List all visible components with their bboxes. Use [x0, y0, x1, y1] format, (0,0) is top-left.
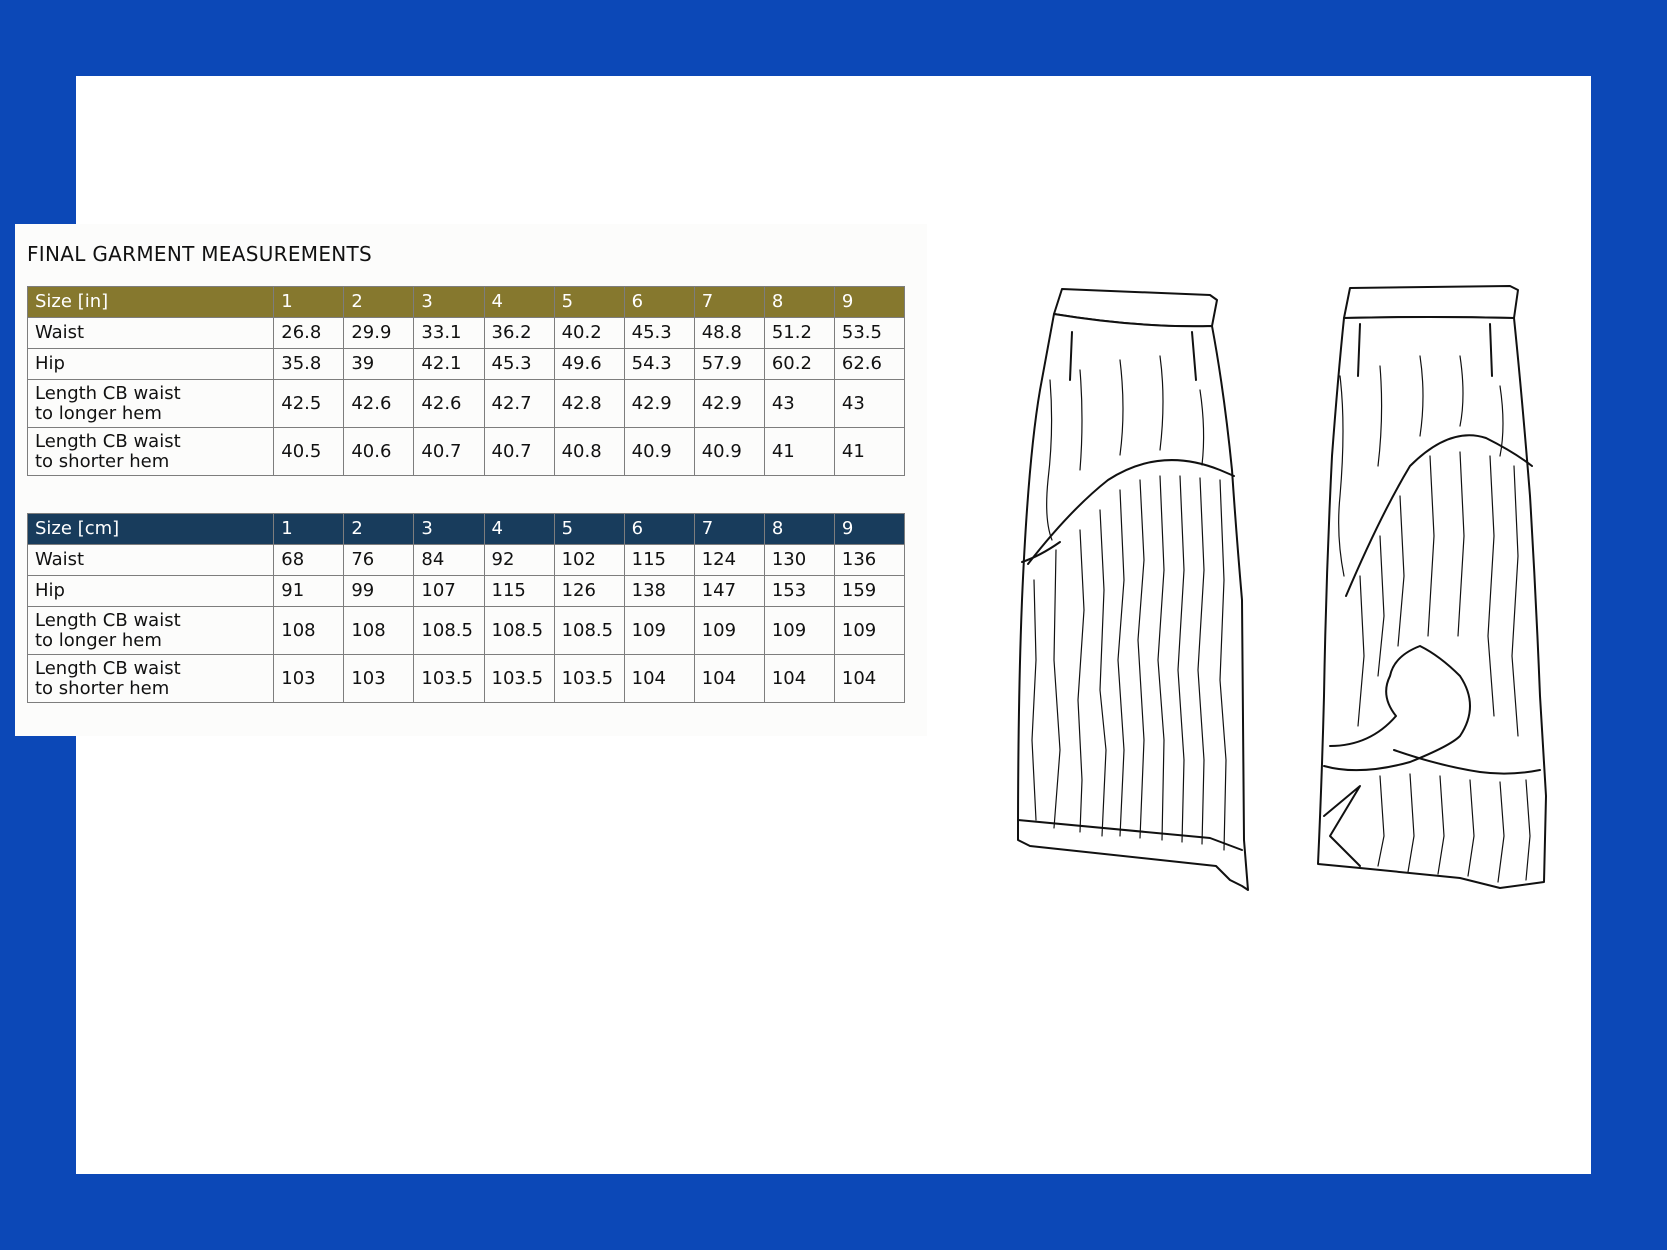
row-label-line: Hip — [35, 580, 65, 601]
row-label-line: to shorter hem — [35, 450, 170, 472]
measurement-cell: 109 — [694, 607, 764, 655]
header-label: Size [cm] — [28, 514, 274, 545]
measurement-cell: 109 — [834, 607, 904, 655]
skirt-front-sketch-icon — [1010, 280, 1280, 900]
size-heading: 1 — [274, 514, 344, 545]
measurement-cell: 108.5 — [554, 607, 624, 655]
measurement-cell: 43 — [764, 380, 834, 428]
size-heading: 6 — [624, 514, 694, 545]
row-label — [28, 655, 274, 703]
measurement-cell: 159 — [834, 576, 904, 607]
row-label-line: to longer hem — [35, 402, 162, 424]
measurement-cell: 40.6 — [344, 428, 414, 476]
row-label-line: Length CB waist — [35, 430, 181, 452]
measurement-cell: 49.6 — [554, 349, 624, 380]
size-heading: 7 — [694, 287, 764, 318]
table-header-row — [28, 287, 905, 318]
measurement-cell: 40.5 — [274, 428, 344, 476]
measurement-cell: 43 — [834, 380, 904, 428]
measurement-cell: 40.8 — [554, 428, 624, 476]
row-label-line: Length CB waist — [35, 609, 181, 631]
measurement-cell: 42.5 — [274, 380, 344, 428]
size-heading: 4 — [484, 514, 554, 545]
row-label — [28, 349, 274, 380]
row-label — [28, 576, 274, 607]
measurement-cell: 42.9 — [694, 380, 764, 428]
measurement-cell: 115 — [624, 545, 694, 576]
measurement-cell: 40.7 — [484, 428, 554, 476]
measurement-cell: 40.9 — [694, 428, 764, 476]
measurement-cell: 102 — [554, 545, 624, 576]
table-header-row — [28, 514, 905, 545]
measurement-cell: 48.8 — [694, 318, 764, 349]
measurement-cell: 103.5 — [554, 655, 624, 703]
size-heading: 9 — [834, 514, 904, 545]
measurement-cell: 68 — [274, 545, 344, 576]
measurement-cell: 36.2 — [484, 318, 554, 349]
row-label — [28, 607, 274, 655]
measurement-cell: 42.7 — [484, 380, 554, 428]
measurement-cell: 91 — [274, 576, 344, 607]
measurement-cell: 99 — [344, 576, 414, 607]
measurement-cell: 104 — [834, 655, 904, 703]
row-label-line: to longer hem — [35, 629, 162, 651]
size-heading: 6 — [624, 287, 694, 318]
measurement-cell: 33.1 — [414, 318, 484, 349]
skirt-back-sketch-icon — [1300, 276, 1560, 906]
measurement-cell: 29.9 — [344, 318, 414, 349]
measurement-cell: 109 — [624, 607, 694, 655]
measurement-cell: 104 — [694, 655, 764, 703]
measurement-cell: 130 — [764, 545, 834, 576]
measurement-cell: 42.6 — [414, 380, 484, 428]
size-heading: 7 — [694, 514, 764, 545]
measurement-cell: 42.6 — [344, 380, 414, 428]
measurement-cell: 103 — [274, 655, 344, 703]
measurement-cell: 108.5 — [484, 607, 554, 655]
size-heading: 3 — [414, 514, 484, 545]
size-heading: 5 — [554, 287, 624, 318]
measurement-cell: 41 — [834, 428, 904, 476]
measurement-cell: 40.9 — [624, 428, 694, 476]
measurement-cell: 107 — [414, 576, 484, 607]
measurement-cell: 41 — [764, 428, 834, 476]
measurement-cell: 53.5 — [834, 318, 904, 349]
table-row — [28, 349, 905, 380]
table-row — [28, 607, 905, 655]
measurement-cell: 147 — [694, 576, 764, 607]
measurement-cell: 45.3 — [624, 318, 694, 349]
row-label — [28, 380, 274, 428]
inch-measurement-table — [27, 286, 905, 476]
size-heading: 8 — [764, 514, 834, 545]
measurement-cell: 126 — [554, 576, 624, 607]
measurement-cell: 104 — [624, 655, 694, 703]
table-row — [28, 428, 905, 476]
page-title: FINAL GARMENT MEASUREMENTS — [27, 242, 373, 266]
measurement-cell: 57.9 — [694, 349, 764, 380]
row-label — [28, 428, 274, 476]
header-label: Size [in] — [28, 287, 274, 318]
measurement-cell: 108 — [274, 607, 344, 655]
measurement-cell: 40.7 — [414, 428, 484, 476]
row-label-line: Hip — [35, 353, 65, 374]
size-heading: 8 — [764, 287, 834, 318]
measurement-cell: 45.3 — [484, 349, 554, 380]
table-row — [28, 655, 905, 703]
table-row — [28, 576, 905, 607]
measurement-cell: 103 — [344, 655, 414, 703]
measurement-cell: 60.2 — [764, 349, 834, 380]
measurement-cell: 103.5 — [484, 655, 554, 703]
measurement-cell: 136 — [834, 545, 904, 576]
measurement-cell: 108.5 — [414, 607, 484, 655]
measurement-cell: 62.6 — [834, 349, 904, 380]
measurement-cell: 103.5 — [414, 655, 484, 703]
measurement-cell: 108 — [344, 607, 414, 655]
size-heading: 3 — [414, 287, 484, 318]
size-heading: 2 — [344, 287, 414, 318]
size-heading: 1 — [274, 287, 344, 318]
measurement-cell: 42.8 — [554, 380, 624, 428]
measurement-cell: 109 — [764, 607, 834, 655]
measurement-cell: 153 — [764, 576, 834, 607]
table-row — [28, 380, 905, 428]
size-heading: 5 — [554, 514, 624, 545]
measurement-cell: 51.2 — [764, 318, 834, 349]
row-label — [28, 318, 274, 349]
table-row — [28, 318, 905, 349]
measurement-cell: 84 — [414, 545, 484, 576]
measurement-cell: 115 — [484, 576, 554, 607]
cm-measurement-table — [27, 513, 905, 703]
measurement-cell: 92 — [484, 545, 554, 576]
measurement-cell: 35.8 — [274, 349, 344, 380]
row-label-line: to shorter hem — [35, 677, 170, 699]
measurement-cell: 138 — [624, 576, 694, 607]
measurement-cell: 124 — [694, 545, 764, 576]
measurement-cell: 42.9 — [624, 380, 694, 428]
measurement-cell: 26.8 — [274, 318, 344, 349]
measurement-cell: 104 — [764, 655, 834, 703]
row-label — [28, 545, 274, 576]
measurement-cell: 40.2 — [554, 318, 624, 349]
size-heading: 2 — [344, 514, 414, 545]
row-label-line: Waist — [35, 322, 85, 343]
row-label-line: Length CB waist — [35, 657, 181, 679]
table-row — [28, 545, 905, 576]
size-heading: 4 — [484, 287, 554, 318]
measurement-cell: 54.3 — [624, 349, 694, 380]
size-heading: 9 — [834, 287, 904, 318]
row-label-line: Length CB waist — [35, 382, 181, 404]
measurement-cell: 76 — [344, 545, 414, 576]
measurement-cell: 39 — [344, 349, 414, 380]
row-label-line: Waist — [35, 549, 85, 570]
measurement-cell: 42.1 — [414, 349, 484, 380]
